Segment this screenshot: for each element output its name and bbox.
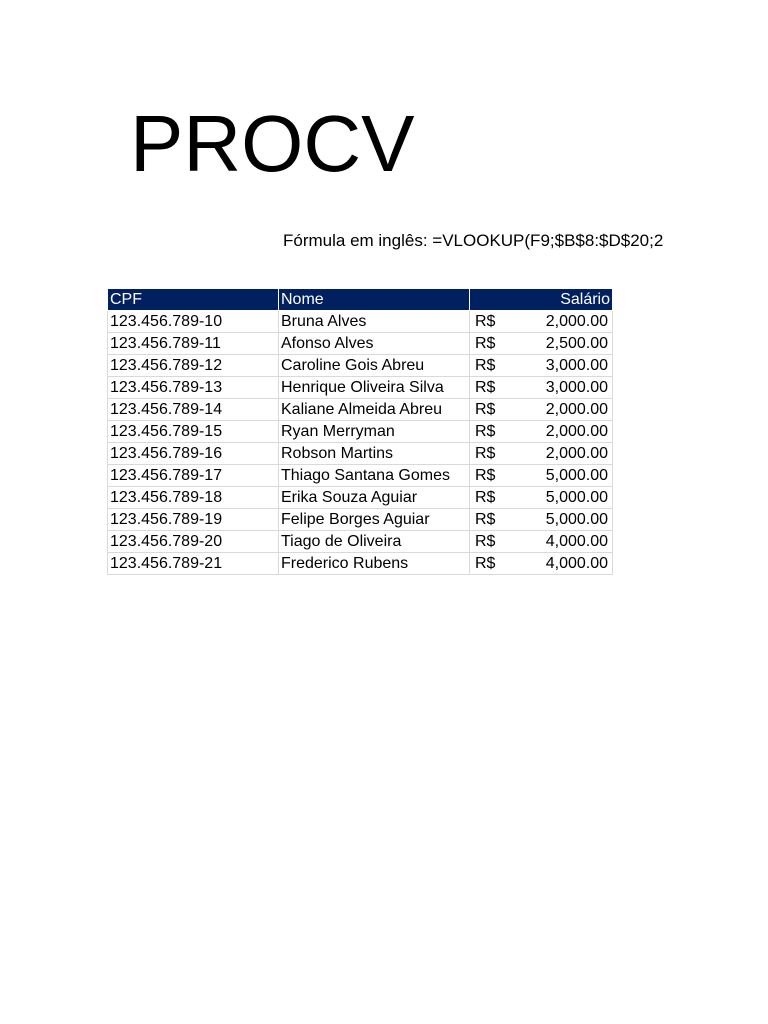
- cell-salario[interactable]: [470, 355, 613, 377]
- cell-cpf[interactable]: 123.456.789-14: [108, 399, 279, 421]
- cell-salario[interactable]: [470, 465, 613, 487]
- salary-amount: 5,000.00: [545, 488, 608, 506]
- salary-amount: 5,000.00: [545, 510, 608, 528]
- salary-table: [107, 288, 613, 575]
- cell-nome[interactable]: Thiago Santana Gomes: [279, 465, 470, 487]
- currency-symbol: R$: [475, 312, 496, 330]
- table-row: [108, 509, 613, 531]
- table-row: [108, 355, 613, 377]
- cell-nome[interactable]: Henrique Oliveira Silva: [279, 377, 470, 399]
- cell-nome[interactable]: Frederico Rubens: [279, 553, 470, 575]
- table-row: [108, 553, 613, 575]
- cell-cpf[interactable]: 123.456.789-10: [108, 311, 279, 333]
- currency-symbol: R$: [475, 488, 496, 506]
- cell-salario[interactable]: [470, 487, 613, 509]
- cell-cpf[interactable]: 123.456.789-21: [108, 553, 279, 575]
- cell-cpf[interactable]: 123.456.789-20: [108, 531, 279, 553]
- header-salario[interactable]: Salário: [470, 289, 613, 311]
- page-title: PROCV: [130, 99, 415, 188]
- salary-amount: 4,000.00: [545, 532, 608, 550]
- table-row: [108, 443, 613, 465]
- currency-symbol: R$: [475, 356, 496, 374]
- currency-symbol: R$: [475, 422, 496, 440]
- cell-nome[interactable]: Erika Souza Aguiar: [279, 487, 470, 509]
- cell-nome[interactable]: Robson Martins: [279, 443, 470, 465]
- cell-nome[interactable]: Tiago de Oliveira: [279, 531, 470, 553]
- table-row: [108, 399, 613, 421]
- currency-symbol: R$: [475, 532, 496, 550]
- cell-nome[interactable]: Caroline Gois Abreu: [279, 355, 470, 377]
- cell-cpf[interactable]: 123.456.789-19: [108, 509, 279, 531]
- currency-symbol: R$: [475, 554, 496, 572]
- cell-nome[interactable]: Bruna Alves: [279, 311, 470, 333]
- salary-amount: 2,000.00: [545, 312, 608, 330]
- cell-salario[interactable]: [470, 421, 613, 443]
- cell-cpf[interactable]: 123.456.789-18: [108, 487, 279, 509]
- cell-nome[interactable]: Felipe Borges Aguiar: [279, 509, 470, 531]
- cell-salario[interactable]: [470, 531, 613, 553]
- cell-salario[interactable]: [470, 553, 613, 575]
- header-cpf[interactable]: CPF: [108, 289, 279, 311]
- cell-cpf[interactable]: 123.456.789-11: [108, 333, 279, 355]
- header-nome[interactable]: Nome: [279, 289, 470, 311]
- salary-amount: 3,000.00: [545, 356, 608, 374]
- salary-amount: 2,500.00: [545, 334, 608, 352]
- cell-cpf[interactable]: 123.456.789-15: [108, 421, 279, 443]
- table-row: [108, 311, 613, 333]
- currency-symbol: R$: [475, 444, 496, 462]
- cell-salario[interactable]: [470, 399, 613, 421]
- currency-symbol: R$: [475, 510, 496, 528]
- cell-cpf[interactable]: 123.456.789-13: [108, 377, 279, 399]
- table-row: [108, 377, 613, 399]
- currency-symbol: R$: [475, 400, 496, 418]
- cell-salario[interactable]: [470, 311, 613, 333]
- table-header-row: [108, 289, 613, 311]
- cell-nome[interactable]: Afonso Alves: [279, 333, 470, 355]
- cell-salario[interactable]: [470, 377, 613, 399]
- cell-cpf[interactable]: 123.456.789-12: [108, 355, 279, 377]
- salary-amount: 2,000.00: [545, 444, 608, 462]
- table-body: [108, 311, 613, 575]
- salary-amount: 4,000.00: [545, 554, 608, 572]
- cell-nome[interactable]: Kaliane Almeida Abreu: [279, 399, 470, 421]
- table-row: [108, 333, 613, 355]
- currency-symbol: R$: [475, 466, 496, 484]
- cell-salario[interactable]: [470, 333, 613, 355]
- salary-amount: 2,000.00: [545, 400, 608, 418]
- table-row: [108, 531, 613, 553]
- cell-nome[interactable]: Ryan Merryman: [279, 421, 470, 443]
- salary-amount: 3,000.00: [545, 378, 608, 396]
- table-row: [108, 487, 613, 509]
- salary-amount: 5,000.00: [545, 466, 608, 484]
- table-row: [108, 421, 613, 443]
- currency-symbol: R$: [475, 378, 496, 396]
- cell-cpf[interactable]: 123.456.789-16: [108, 443, 279, 465]
- cell-salario[interactable]: [470, 443, 613, 465]
- formula-note: Fórmula em inglês: =VLOOKUP(F9;$B$8:$D$20;2: [283, 231, 664, 250]
- table-row: [108, 465, 613, 487]
- currency-symbol: R$: [475, 334, 496, 352]
- cell-salario[interactable]: [470, 509, 613, 531]
- cell-cpf[interactable]: 123.456.789-17: [108, 465, 279, 487]
- salary-amount: 2,000.00: [545, 422, 608, 440]
